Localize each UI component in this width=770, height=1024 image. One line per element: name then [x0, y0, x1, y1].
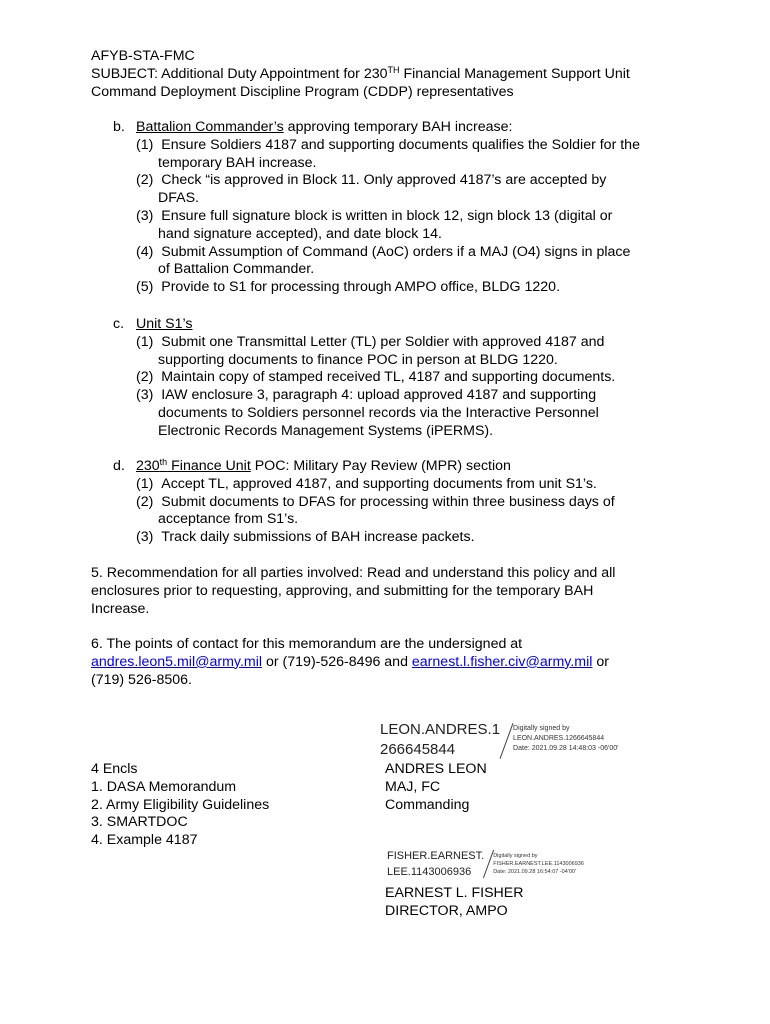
- item-text-cont: temporary BAH increase.: [158, 154, 317, 171]
- list-item-line: [136, 244, 713, 262]
- enclosures-title: 4 Encls: [91, 761, 138, 777]
- section-d-superscript: th: [159, 457, 168, 467]
- section-d: [113, 458, 713, 547]
- item-text: Accept TL, approved 4187, and supporting documents from unit S1’s.: [161, 475, 597, 492]
- list-item: [136, 387, 713, 440]
- paragraph-6-line: (719) 526-8506.: [91, 671, 192, 688]
- signature-detail-line: Digitally signed by: [513, 725, 570, 732]
- enclosures: [91, 761, 351, 850]
- list-item-line: [136, 369, 713, 387]
- paragraph-5-line: enclosures prior to requesting, approving, and submitting for the temporary BAH: [91, 582, 594, 599]
- subject-line-2: Command Deployment Discipline Program (CDDP) representatives: [91, 83, 514, 100]
- section-d-title-a: 230: [136, 458, 160, 474]
- list-item-line: [136, 476, 713, 494]
- signature-name: [387, 848, 484, 880]
- item-text: Maintain copy of stamped received TL, 4187 and supporting documents.: [161, 369, 616, 386]
- section-d-title: [136, 458, 251, 474]
- section-c-list: [113, 334, 713, 441]
- enclosure-item: 1. DASA Memorandum: [91, 778, 237, 795]
- item-text: Submit documents to DFAS for processing within three business days of: [161, 493, 615, 510]
- signature-detail-line: Date: 2021.09.28 14:48:03 -06'00': [513, 745, 619, 752]
- item-number: (3): [136, 529, 154, 546]
- list-item: [136, 137, 713, 173]
- signature-name-line: LEE.1143006936: [387, 866, 472, 878]
- memo-header: [91, 48, 691, 101]
- section-b-heading: [113, 119, 713, 137]
- paragraph-6: [91, 636, 691, 689]
- signature-name-line: LEON.ANDRES.1: [380, 721, 501, 738]
- item-number: (5): [136, 279, 154, 296]
- item-text-cont: Electronic Records Management Systems (iPERMS).: [158, 422, 494, 439]
- signer-title: Commanding: [385, 796, 470, 813]
- item-number: (2): [136, 369, 154, 386]
- item-text: Provide to S1 for processing through AMPO office, BLDG 1220.: [161, 279, 561, 296]
- signature-detail-line: LEON.ANDRES.1266645844: [513, 735, 605, 742]
- signature-detail-line: Date: 2021.09.28 16:54:07 -04'00': [493, 869, 577, 875]
- item-text-cont: acceptance from S1’s.: [158, 511, 299, 528]
- email-link-leon[interactable]: andres.leon5.mil@army.mil: [91, 653, 263, 670]
- list-item-line: [136, 494, 713, 512]
- item-text: Submit Assumption of Command (AoC) orders if a MAJ (O4) signs in place: [161, 243, 631, 260]
- paragraph-6-line: 6. The points of contact for this memorandum are the undersigned at: [91, 636, 523, 652]
- paragraph-6-contact-line: [91, 654, 691, 672]
- section-d-heading: [113, 458, 713, 476]
- subject-text-b: Financial Management Support Unit: [399, 65, 630, 82]
- section-b-letter: b.: [113, 119, 125, 135]
- section-b: [113, 119, 713, 297]
- section-d-title-rest: POC: Military Pay Review (MPR) section: [250, 458, 511, 474]
- item-text: Submit one Transmittal Letter (TL) per Soldier with approved 4187 and: [161, 333, 605, 350]
- item-text: Track daily submissions of BAH increase packets.: [161, 529, 475, 546]
- section-c-title: Unit S1’s: [136, 316, 193, 332]
- item-number: (2): [136, 493, 154, 510]
- item-text: IAW enclosure 3, paragraph 4: upload approved 4187 and supporting: [161, 387, 597, 404]
- item-number: (4): [136, 243, 154, 260]
- item-number: (2): [136, 172, 154, 189]
- item-number: (3): [136, 387, 154, 404]
- list-item: [136, 334, 713, 370]
- section-c: [113, 316, 713, 441]
- list-item: [136, 494, 713, 530]
- signer-name: EARNEST L. FISHER: [385, 885, 524, 901]
- item-text-cont: DFAS.: [158, 190, 199, 207]
- section-b-list: [113, 137, 713, 297]
- list-item: [136, 208, 713, 244]
- item-text-cont: documents to Soldiers personnel records via the Interactive Personnel: [158, 404, 599, 421]
- signature-block-fisher: [385, 885, 685, 921]
- signature-divider: [500, 723, 514, 759]
- signature-detail-line: FISHER.EARNEST.LEE.1143006936: [493, 861, 584, 867]
- section-b-title: Battalion Commander’s: [136, 119, 284, 135]
- subject-superscript: TH: [387, 64, 400, 75]
- item-number: (1): [136, 475, 154, 492]
- signer-rank: MAJ, FC: [385, 778, 441, 795]
- contact-text: or (719)-526-8496 and: [262, 653, 412, 670]
- list-item-line: [136, 172, 713, 190]
- signature-details: [513, 724, 618, 754]
- item-text: Ensure full signature block is written in block 12, sign block 13 (digital or: [161, 207, 613, 224]
- section-b-title-line: [136, 119, 512, 137]
- section-d-letter: d.: [113, 458, 125, 474]
- item-text: Check “is approved in Block 11. Only approved 4187’s are accepted by: [161, 172, 607, 189]
- list-item-line: [136, 529, 713, 547]
- contact-text-end: or: [592, 653, 609, 670]
- section-c-heading: [113, 316, 713, 334]
- list-item: [136, 244, 713, 280]
- subject-text-a: SUBJECT: Additional Duty Appointment for 230: [91, 65, 388, 82]
- signature-block-leon: [385, 761, 685, 814]
- signature-detail-line: Digitally signed by: [493, 853, 538, 859]
- signer-title: DIRECTOR, AMPO: [385, 902, 508, 919]
- paragraph-5: [91, 565, 691, 618]
- item-text-cont: hand signature accepted), and date block 14.: [158, 225, 442, 242]
- item-number: (1): [136, 333, 154, 350]
- paragraph-5-line: Increase.: [91, 600, 150, 617]
- signature-name-line: 266645844: [380, 741, 456, 758]
- section-d-title-b: Finance Unit: [167, 458, 251, 474]
- enclosure-item: 2. Army Eligibility Guidelines: [91, 796, 270, 813]
- subject-line-1: [91, 66, 691, 84]
- section-b-title-rest: approving temporary BAH increase:: [283, 119, 513, 135]
- enclosure-item: 4. Example 4187: [91, 832, 198, 849]
- digital-signature-leon: [380, 720, 618, 760]
- list-item-line: [136, 208, 713, 226]
- digital-signature-fisher: [387, 848, 584, 880]
- signature-details: [493, 852, 584, 876]
- list-item-line: [136, 279, 713, 297]
- item-number: (3): [136, 207, 154, 224]
- item-text: Ensure Soldiers 4187 and supporting documents qualifies the Soldier for the: [161, 136, 640, 153]
- paragraph-5-line: 5. Recommendation for all parties involved: Read and understand this policy and all: [91, 565, 616, 581]
- office-symbol: AFYB-STA-FMC: [91, 48, 195, 64]
- list-item: [136, 529, 713, 547]
- section-d-list: [113, 476, 713, 547]
- list-item: [136, 279, 713, 297]
- list-item: [136, 172, 713, 208]
- signature-name: [380, 720, 500, 760]
- list-item: [136, 476, 713, 494]
- signer-name: ANDRES LEON: [385, 761, 487, 777]
- item-text-cont: supporting documents to finance POC in person at BLDG 1220.: [158, 351, 558, 368]
- list-item-line: [136, 334, 713, 352]
- signature-name-line: FISHER.EARNEST.: [387, 850, 485, 862]
- section-c-letter: c.: [113, 316, 125, 332]
- email-link-fisher[interactable]: earnest.l.fisher.civ@army.mil: [411, 653, 593, 670]
- list-item-line: [136, 387, 713, 405]
- list-item: [136, 369, 713, 387]
- list-item-line: [136, 137, 713, 155]
- item-text-cont: of Battalion Commander.: [158, 261, 315, 278]
- item-number: (1): [136, 136, 154, 153]
- enclosure-item: 3. SMARTDOC: [91, 814, 188, 831]
- section-d-title-line: [136, 458, 511, 476]
